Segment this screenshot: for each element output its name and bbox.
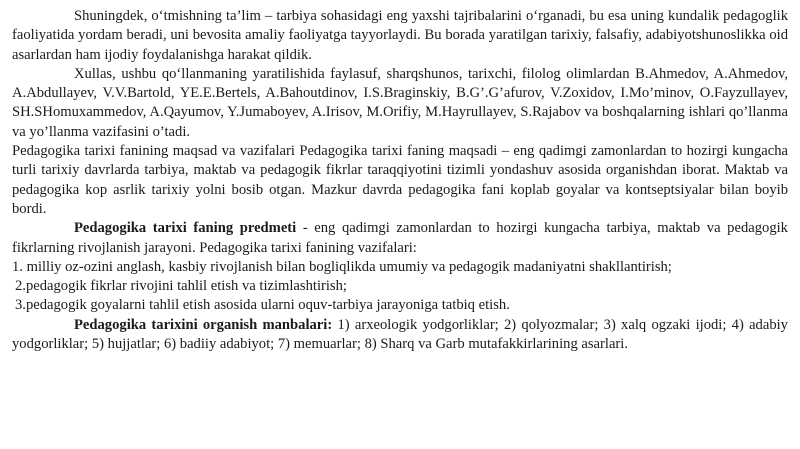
paragraph-sources bbox=[12, 316, 788, 355]
list-item: 1. milliy oz-ozini anglash, kasbiy rivojlanish bilan bogliqlikda umumiy va pedagogik madaniyatni shakllantirish; bbox=[12, 258, 672, 275]
sources-heading: Pedagogika tarixini organish manbalari: bbox=[74, 316, 333, 333]
paragraph-goals: Pedagogika tarixi fanining maqsad va vazifalari Pedagogika tarixi faning maqsadi – eng qadimgi zamonlardan to hozirgi kungacha turli tarixiy davrlarda tarbiya, maktab va pedagogik fikrlar taraqqiyotini tizimli yondashuv asosida organishdan iborat. Maktab va pedagogika kop asrlik tarixiy yolni bosib otgan. Mazkur davrda pedagogika fani koplab goyalar va kontseptsiyalar bilan boyib bordi. bbox=[12, 143, 788, 217]
subject-heading: Pedagogika tarixi faning predmeti bbox=[74, 220, 297, 237]
list-item: 2.pedagogik fikrlar rivojini tahlil etish va tizimlashtirish; bbox=[15, 278, 347, 295]
paragraph-intro: Shuningdek, o‘tmishning ta’lim – tarbiya sohasidagi eng yaxshi tajribalarini o‘rganadi, bu esa uning kundalik pedagoglik faoliyatida yordam beradi, uni bevosita amaliy faoliyatga tayyorlaydi. Bu borada yaratilgan tarixiy, falsafiy, adabiyotshunoslikka oid asarlardan ham ijodiy foydalanishga harakat qildik. bbox=[12, 8, 788, 63]
list-item: 3.pedagogik goyalarni tahlil etish asosida ularni oquv-tarbiya jarayoniga tatbiq etish. bbox=[15, 297, 510, 314]
sources-text: 1) arxeologik yodgorliklar; 2) qolyozmalar; 3) xalq ogzaki ijodi; 4) adabiy yodgorliklar; 5) hujjatlar; 6) badiiy adabiyot; 7) memuarlar; 8) Sharq va Garb mutafakkirlarining asarlari. bbox=[12, 316, 788, 353]
paragraph-sources-authors: Xullas, ushbu qo‘llanmaning yaratilishida faylasuf, sharqshunos, tarixchi, filolog olimlardan B.Ahmedov, A.Ahmedov, A.Abdullayev, V.V.Bartold, YE.E.Bertels, A.Bahoutdinov, I.S.Braginskiy, B.G’.G’afurov, V.Zoxidov, I.Mo’minov, O.Fayzullayev, SH.SHomuxammedov, A.Qayumov, Y.Jumaboyev, A.Irisov, M.Orifiy, M.Hayrullayev, S.Rajabov va boshqalarning ishlari qo’llanma va yo’llanma vazifasini o’tadi. bbox=[12, 65, 788, 140]
document-body bbox=[12, 7, 788, 354]
subject-text: - eng qadimgi zamonlardan to hozirgi kungacha tarbiya, maktab va pedagogik fikrlarning rivojlanish jarayoni. Pedagogika tarixi fanining vazifalari: bbox=[12, 220, 788, 256]
paragraph-subject bbox=[12, 219, 788, 258]
